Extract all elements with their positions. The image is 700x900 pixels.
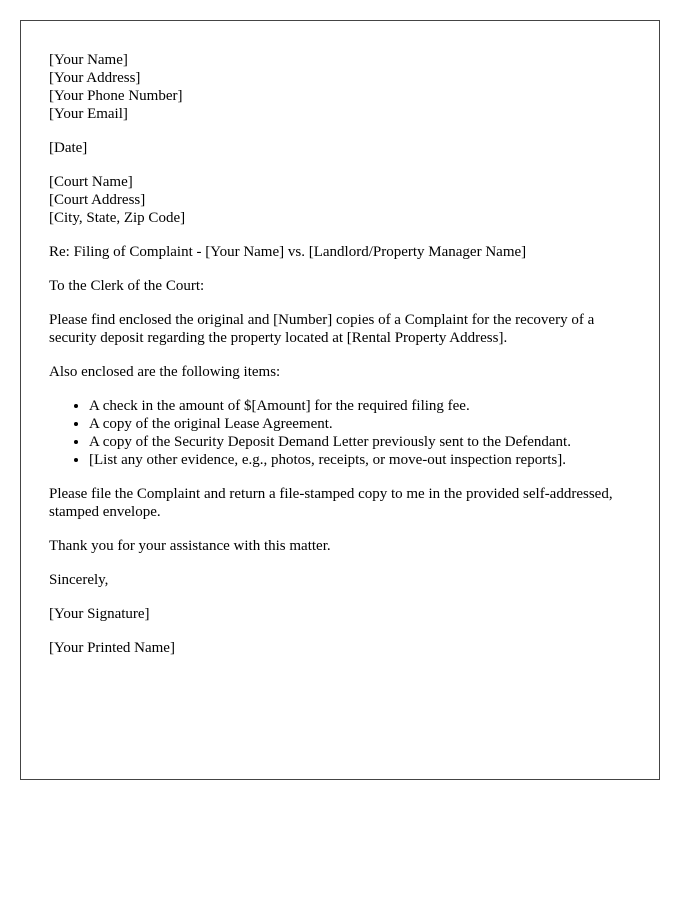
sender-email: [Your Email] [49,106,128,122]
enclosure-item: • A copy of the original Lease Agreement. [89,415,631,433]
subject-line: Re: Filing of Complaint - [Your Name] vs. [Landlord/Property Manager Name] [49,244,527,260]
date-block [49,139,631,157]
thanks-paragraph: Thank you for your assistance with this matter. [49,538,331,554]
enclosure-item: • A copy of the Security Deposit Demand Letter previously sent to the Defendant. [89,433,631,451]
intro-paragraph: Please find enclosed the original and [Number] copies of a Complaint for the recovery of a security deposit regarding the property located at [Rental Property Address]. [49,312,595,346]
printed-name: [Your Printed Name] [49,640,175,656]
sender-address: [Your Address] [49,70,141,86]
enclosure-item: • [List any other evidence, e.g., photos, receipts, or move-out inspection reports]. [89,451,631,469]
letter-date: [Date] [49,140,88,156]
sender-block [49,51,631,123]
sender-phone: [Your Phone Number] [49,88,183,104]
request-paragraph: Please file the Complaint and return a file-stamped copy to me in the provided self-addressed, stamped envelope. [49,486,613,520]
sender-name: [Your Name] [49,52,128,68]
enclosures-lead: Also enclosed are the following items: [49,364,281,380]
recipient-city-state-zip: [City, State, Zip Code] [49,210,186,226]
salutation: To the Clerk of the Court: [49,278,205,294]
signature: [Your Signature] [49,606,150,622]
letter-page [20,20,660,780]
enclosure-item: • A check in the amount of $[Amount] for the required filing fee. [89,397,631,415]
enclosures-list [49,397,631,469]
recipient-block [49,173,631,227]
recipient-name: [Court Name] [49,174,133,190]
recipient-address: [Court Address] [49,192,146,208]
closing: Sincerely, [49,572,109,588]
